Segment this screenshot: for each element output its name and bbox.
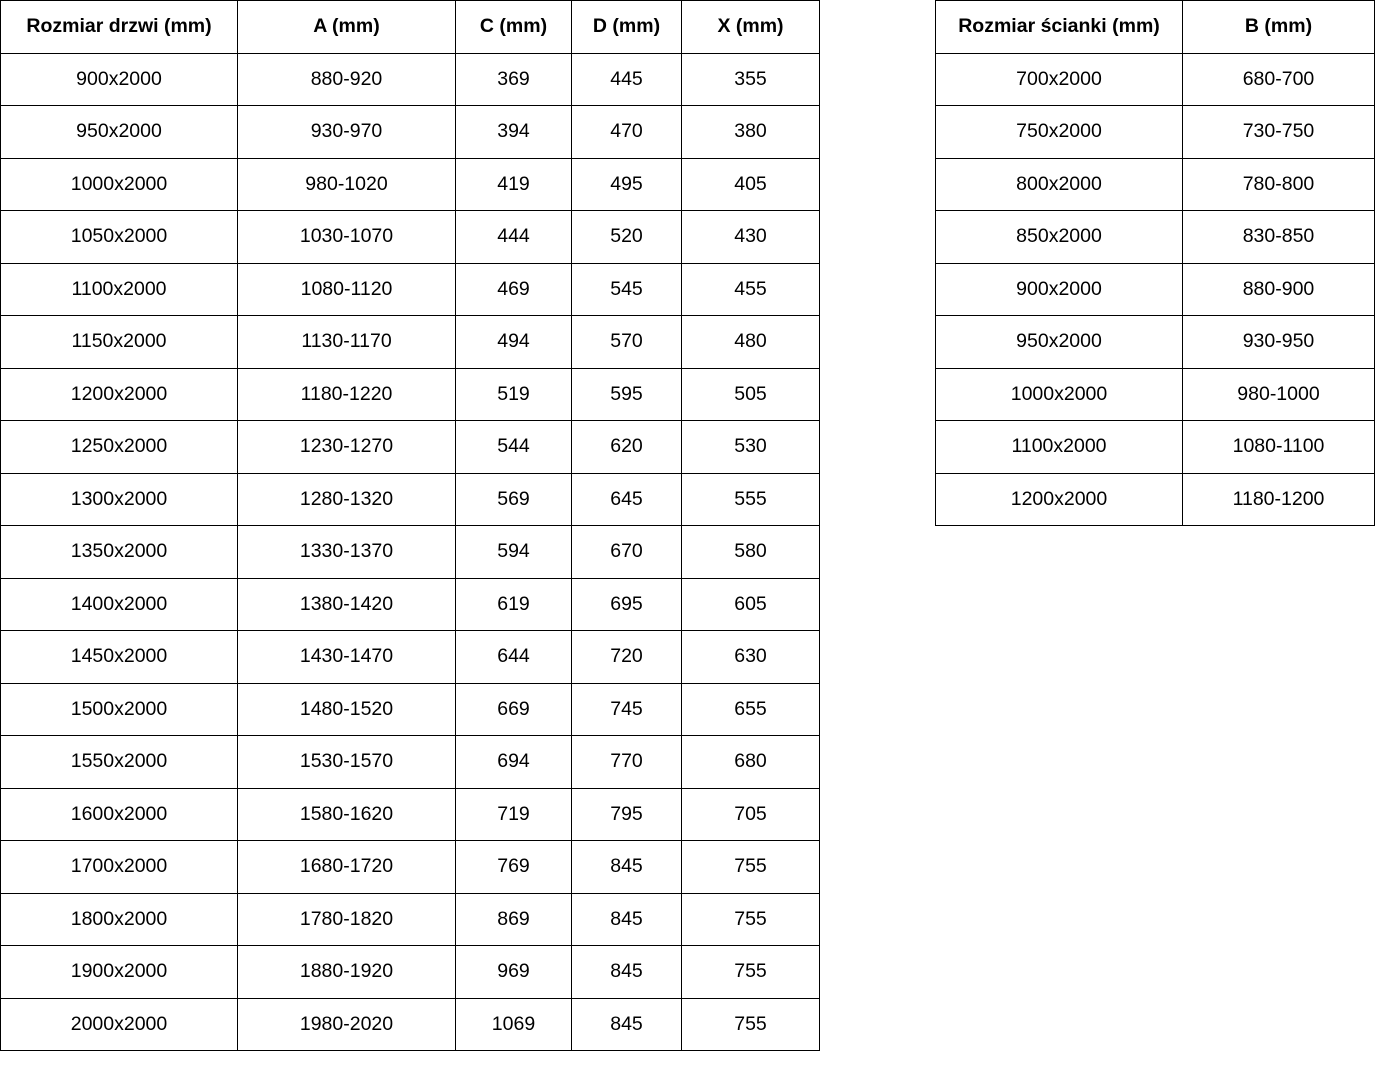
cell-x: 480: [682, 316, 820, 369]
cell-d: 845: [572, 893, 682, 946]
cell-door-size: 1700x2000: [1, 841, 238, 894]
cell-x: 580: [682, 526, 820, 579]
column-header-wall-size: Rozmiar ścianki (mm): [936, 1, 1183, 54]
cell-b: 1180-1200: [1183, 473, 1375, 526]
cell-x: 755: [682, 998, 820, 1051]
cell-x: 455: [682, 263, 820, 316]
cell-c: 444: [456, 211, 572, 264]
cell-wall-size: 1200x2000: [936, 473, 1183, 526]
cell-c: 419: [456, 158, 572, 211]
cell-d: 545: [572, 263, 682, 316]
cell-c: 369: [456, 53, 572, 106]
cell-b: 980-1000: [1183, 368, 1375, 421]
cell-door-size: 1800x2000: [1, 893, 238, 946]
cell-door-size: 1050x2000: [1, 211, 238, 264]
table-row: [1, 53, 820, 106]
cell-x: 430: [682, 211, 820, 264]
table-row: [936, 158, 1375, 211]
cell-c: 769: [456, 841, 572, 894]
cell-wall-size: 950x2000: [936, 316, 1183, 369]
table-row: [1, 473, 820, 526]
cell-door-size: 1100x2000: [1, 263, 238, 316]
cell-door-size: 1900x2000: [1, 946, 238, 999]
cell-d: 745: [572, 683, 682, 736]
column-header-c: C (mm): [456, 1, 572, 54]
cell-a: 1980-2020: [238, 998, 456, 1051]
cell-c: 569: [456, 473, 572, 526]
table-row: [1, 526, 820, 579]
cell-b: 730-750: [1183, 106, 1375, 159]
table-row: [1, 211, 820, 264]
table-row: [936, 211, 1375, 264]
cell-wall-size: 800x2000: [936, 158, 1183, 211]
cell-a: 1330-1370: [238, 526, 456, 579]
table-row: [1, 631, 820, 684]
cell-c: 394: [456, 106, 572, 159]
table-row: [1, 263, 820, 316]
cell-door-size: 1600x2000: [1, 788, 238, 841]
table-row: [936, 421, 1375, 474]
cell-d: 570: [572, 316, 682, 369]
cell-c: 494: [456, 316, 572, 369]
cell-d: 670: [572, 526, 682, 579]
cell-a: 1880-1920: [238, 946, 456, 999]
cell-d: 845: [572, 841, 682, 894]
cell-wall-size: 850x2000: [936, 211, 1183, 264]
cell-a: 1280-1320: [238, 473, 456, 526]
cell-a: 1430-1470: [238, 631, 456, 684]
cell-b: 830-850: [1183, 211, 1375, 264]
cell-door-size: 950x2000: [1, 106, 238, 159]
cell-c: 519: [456, 368, 572, 421]
cell-c: 619: [456, 578, 572, 631]
cell-d: 470: [572, 106, 682, 159]
cell-b: 1080-1100: [1183, 421, 1375, 474]
cell-x: 530: [682, 421, 820, 474]
table-row: [1, 683, 820, 736]
cell-b: 680-700: [1183, 53, 1375, 106]
cell-a: 880-920: [238, 53, 456, 106]
cell-wall-size: 1000x2000: [936, 368, 1183, 421]
cell-a: 1530-1570: [238, 736, 456, 789]
cell-x: 555: [682, 473, 820, 526]
cell-c: 469: [456, 263, 572, 316]
cell-x: 605: [682, 578, 820, 631]
cell-x: 705: [682, 788, 820, 841]
cell-d: 770: [572, 736, 682, 789]
cell-x: 505: [682, 368, 820, 421]
cell-c: 694: [456, 736, 572, 789]
cell-d: 495: [572, 158, 682, 211]
cell-d: 595: [572, 368, 682, 421]
table-row: [1, 421, 820, 474]
cell-door-size: 1250x2000: [1, 421, 238, 474]
cell-a: 980-1020: [238, 158, 456, 211]
cell-a: 930-970: [238, 106, 456, 159]
table-row: [936, 53, 1375, 106]
table-row: [1, 736, 820, 789]
column-header-d: D (mm): [572, 1, 682, 54]
cell-a: 1580-1620: [238, 788, 456, 841]
cell-door-size: 1450x2000: [1, 631, 238, 684]
table-row: [1, 578, 820, 631]
cell-door-size: 2000x2000: [1, 998, 238, 1051]
cell-wall-size: 900x2000: [936, 263, 1183, 316]
cell-wall-size: 750x2000: [936, 106, 1183, 159]
cell-x: 355: [682, 53, 820, 106]
cell-c: 669: [456, 683, 572, 736]
cell-x: 405: [682, 158, 820, 211]
cell-door-size: 1150x2000: [1, 316, 238, 369]
cell-c: 644: [456, 631, 572, 684]
cell-b: 880-900: [1183, 263, 1375, 316]
cell-x: 380: [682, 106, 820, 159]
doors-table-body: [1, 53, 820, 1051]
cell-wall-size: 1100x2000: [936, 421, 1183, 474]
cell-a: 1480-1520: [238, 683, 456, 736]
cell-d: 845: [572, 946, 682, 999]
cell-door-size: 1200x2000: [1, 368, 238, 421]
table-header-row: [1, 1, 820, 54]
column-header-a: A (mm): [238, 1, 456, 54]
column-header-b: B (mm): [1183, 1, 1375, 54]
cell-door-size: 1400x2000: [1, 578, 238, 631]
cell-a: 1080-1120: [238, 263, 456, 316]
cell-wall-size: 700x2000: [936, 53, 1183, 106]
table-header-row: [936, 1, 1375, 54]
cell-x: 755: [682, 893, 820, 946]
cell-door-size: 900x2000: [1, 53, 238, 106]
table-row: [936, 316, 1375, 369]
cell-door-size: 1500x2000: [1, 683, 238, 736]
cell-door-size: 1550x2000: [1, 736, 238, 789]
cell-a: 1180-1220: [238, 368, 456, 421]
cell-x: 655: [682, 683, 820, 736]
cell-d: 645: [572, 473, 682, 526]
cell-x: 755: [682, 946, 820, 999]
table-row: [936, 263, 1375, 316]
cell-d: 695: [572, 578, 682, 631]
cell-b: 780-800: [1183, 158, 1375, 211]
cell-d: 620: [572, 421, 682, 474]
table-row: [1, 893, 820, 946]
cell-a: 1130-1170: [238, 316, 456, 369]
table-row: [1, 946, 820, 999]
column-header-door-size: Rozmiar drzwi (mm): [1, 1, 238, 54]
cell-door-size: 1000x2000: [1, 158, 238, 211]
wall-dimensions-table: [935, 0, 1375, 526]
cell-door-size: 1350x2000: [1, 526, 238, 579]
wall-table-body: [936, 53, 1375, 526]
cell-a: 1030-1070: [238, 211, 456, 264]
wall-table-header: [936, 1, 1375, 54]
cell-c: 869: [456, 893, 572, 946]
cell-a: 1680-1720: [238, 841, 456, 894]
cell-c: 594: [456, 526, 572, 579]
table-row: [1, 106, 820, 159]
table-row: [936, 473, 1375, 526]
cell-c: 969: [456, 946, 572, 999]
cell-b: 930-950: [1183, 316, 1375, 369]
cell-c: 1069: [456, 998, 572, 1051]
table-row: [1, 158, 820, 211]
cell-a: 1380-1420: [238, 578, 456, 631]
cell-door-size: 1300x2000: [1, 473, 238, 526]
cell-x: 755: [682, 841, 820, 894]
cell-d: 845: [572, 998, 682, 1051]
cell-x: 680: [682, 736, 820, 789]
table-row: [1, 841, 820, 894]
cell-d: 795: [572, 788, 682, 841]
cell-a: 1780-1820: [238, 893, 456, 946]
cell-a: 1230-1270: [238, 421, 456, 474]
table-row: [1, 368, 820, 421]
cell-x: 630: [682, 631, 820, 684]
cell-c: 719: [456, 788, 572, 841]
table-row: [936, 368, 1375, 421]
doors-table-header: [1, 1, 820, 54]
column-header-x: X (mm): [682, 1, 820, 54]
table-row: [1, 998, 820, 1051]
cell-c: 544: [456, 421, 572, 474]
cell-d: 445: [572, 53, 682, 106]
cell-d: 520: [572, 211, 682, 264]
table-row: [1, 316, 820, 369]
table-row: [1, 788, 820, 841]
cell-d: 720: [572, 631, 682, 684]
table-row: [936, 106, 1375, 159]
